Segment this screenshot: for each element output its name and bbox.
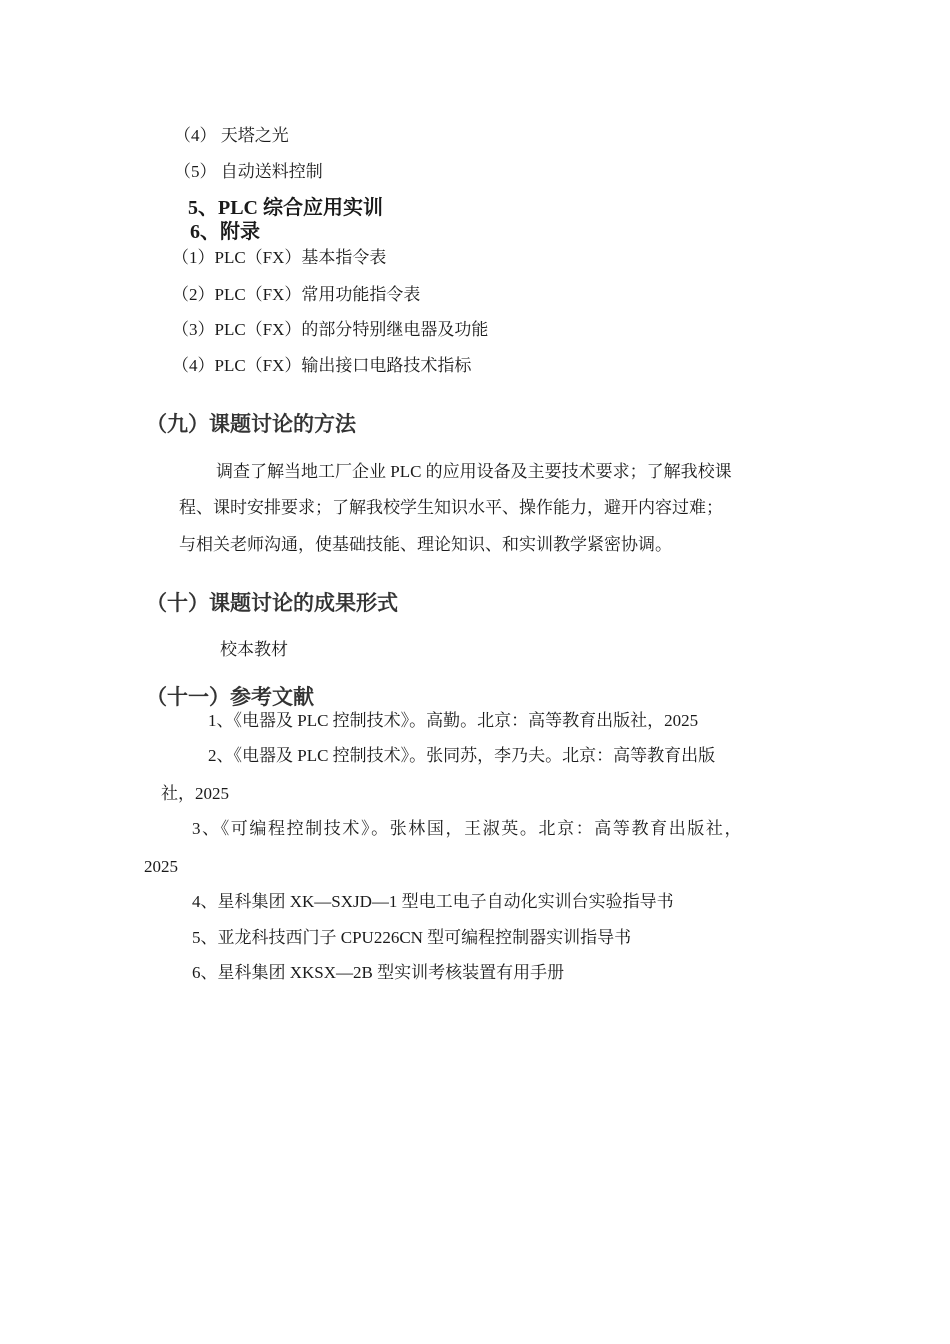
reference-3-continued: 2025	[144, 857, 178, 876]
section-10-body: 校本教材	[220, 640, 288, 659]
reference-3: 3、《可编程控制技术》。张林国，王淑英。北京：高等教育出版社，	[192, 819, 744, 838]
reference-5: 5、亚龙科技西门子 CPU226CN 型可编程控制器实训指导书	[192, 928, 632, 947]
reference-1: 1、《电器及 PLC 控制技术》。高勤。北京：高等教育出版社，2025	[208, 711, 699, 730]
appendix-item-4: （4）PLC（FX）输出接口电路技术指标	[172, 356, 472, 375]
appendix-item-2: （2）PLC（FX）常用功能指令表	[172, 285, 421, 304]
heading-appendix: 6、附录	[190, 221, 260, 243]
reference-2: 2、《电器及 PLC 控制技术》。张同苏，李乃夫。北京：高等教育出版	[208, 746, 716, 765]
reference-2-continued: 社，2025	[161, 784, 229, 803]
reference-6: 6、星科集团 XKSX—2B 型实训考核装置有用手册	[192, 963, 565, 982]
section-9-paragraph-line-1: 调查了解当地工厂企业 PLC 的应用设备及主要技术要求；了解我校课	[216, 462, 732, 481]
heading-plc-practice: 5、PLC 综合应用实训	[188, 197, 383, 219]
appendix-item-1: （1）PLC（FX）基本指令表	[172, 248, 387, 267]
reference-4: 4、星科集团 XK—SXJD—1 型电工电子自动化实训台实验指导书	[192, 892, 674, 911]
section-10-title: （十）课题讨论的成果形式	[146, 591, 398, 615]
outline-item-4: （4） 天塔之光	[174, 126, 289, 145]
section-9-paragraph-line-2: 程、课时安排要求；了解我校学生知识水平、操作能力，避开内容过难；	[179, 498, 723, 517]
section-9-paragraph-line-3: 与相关老师沟通，使基础技能、理论知识、和实训教学紧密协调。	[179, 535, 672, 554]
outline-item-5: （5） 自动送料控制	[174, 162, 323, 181]
section-9-title: （九）课题讨论的方法	[146, 412, 356, 436]
appendix-item-3: （3）PLC（FX）的部分特别继电器及功能	[172, 320, 489, 339]
section-11-title: （十一）参考文献	[146, 685, 314, 709]
